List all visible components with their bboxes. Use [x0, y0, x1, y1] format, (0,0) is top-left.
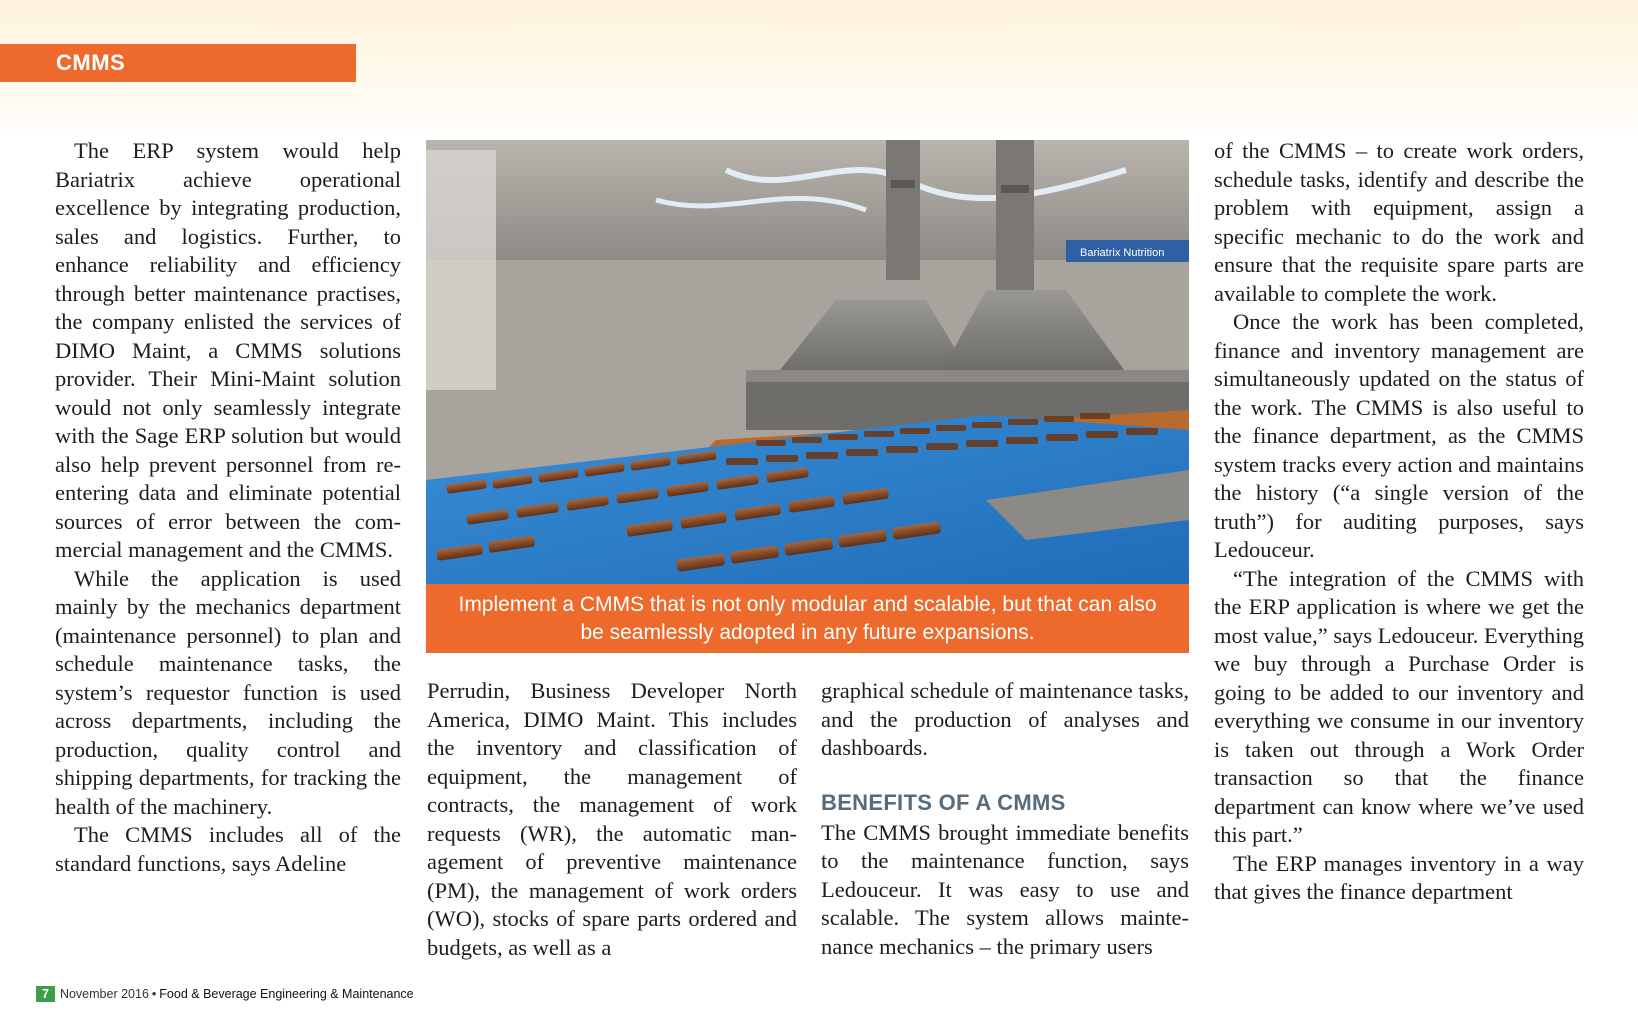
- paragraph: The CMMS brought immediate benefits to the maintenance function, says Ledouceur. It was easy to use and scalable. The system allows maintenance mechanics – the primary users: [821, 819, 1189, 959]
- issue-date: November 2016: [59, 987, 149, 1001]
- paragraph: While the application is used mainly by the mechanics department (maintenance personnel) to plan and schedule maintenance tasks, the system’s requestor function is used across departments, including the production, quality control and shipping departments, for tracking the health of the machinery.: [55, 565, 401, 819]
- article-column-2: [427, 677, 797, 962]
- chocolate-bar-conveyor-illustration: [426, 140, 1189, 584]
- page-number: 7: [36, 986, 55, 1002]
- paragraph: The CMMS includes all of the standard functions, says Adeline: [55, 822, 401, 876]
- paragraph: The ERP system would help Bariatrix achieve operational excellence by integrating production, sales and logistics. Further, to enhance reliability and efficiency through better maintenance practises, the company enlisted the services of DIMO Maint, a CMMS solutions provider. Their Mini-Maint solution would not only seamlessly integrate with the Sage ERP solution but would also help prevent personnel from re-entering data and eliminate potential sources of error between the commercial management and the CMMS.: [55, 138, 401, 562]
- bariatrix-sign-text: Bariatrix Nutrition: [1080, 247, 1165, 259]
- factory-photo: [426, 140, 1189, 584]
- paragraph: of the CMMS – to create work orders, schedule tasks, identify and describe the problem with equipment, assign a specific mechanic to do the work and ensure that the requisite spare parts are available to complete the work.: [1214, 138, 1584, 306]
- article-column-3: [821, 677, 1189, 961]
- article-column-4: [1214, 137, 1584, 907]
- paragraph: The ERP manages inventory in a way that gives the finance department: [1214, 850, 1584, 904]
- photo-caption: Implement a CMMS that is not only modular and scalable, but that can also be seamlessly adopted in any future expansions.: [426, 584, 1189, 653]
- paragraph: “The integration of the CMMS with the ERP application is where we get the most value,” says Ledouceur. Everything we buy through a Purchase Order is going to be added to our inventory and everything we consume in our inventory is taken out through a Work Order transaction so that the finance department can know where we’ve used this part.”: [1214, 565, 1584, 847]
- footer-separator: •: [151, 987, 157, 1001]
- paragraph: graphical schedule of maintenance tasks, and the production of analyses and dashboards.: [821, 678, 1189, 760]
- section-subhead: BENEFITS OF A CMMS: [821, 789, 1066, 815]
- article-column-1: [55, 137, 401, 878]
- paragraph: Once the work has been completed, finance and inventory management are simultaneously updated on the status of the work. The CMMS is also useful to the finance department, as the CMMS system tracks every action and maintains the history (“a single version of the truth”) for auditing purposes, says Ledouceur.: [1214, 309, 1584, 562]
- paragraph: Perrudin, Business Developer North America, DIMO Maint. This includes the inventory and classification of equipment, the management of contracts, the management of work requests (WR), the automatic management of preventive maintenance (PM), the management of work orders (WO), stocks of spare parts ordered and budgets, as well as a: [427, 678, 797, 960]
- section-tab: CMMS: [0, 44, 356, 82]
- magazine-title: Food & Beverage Engineering & Maintenance: [159, 987, 414, 1001]
- page-footer: [36, 986, 414, 1002]
